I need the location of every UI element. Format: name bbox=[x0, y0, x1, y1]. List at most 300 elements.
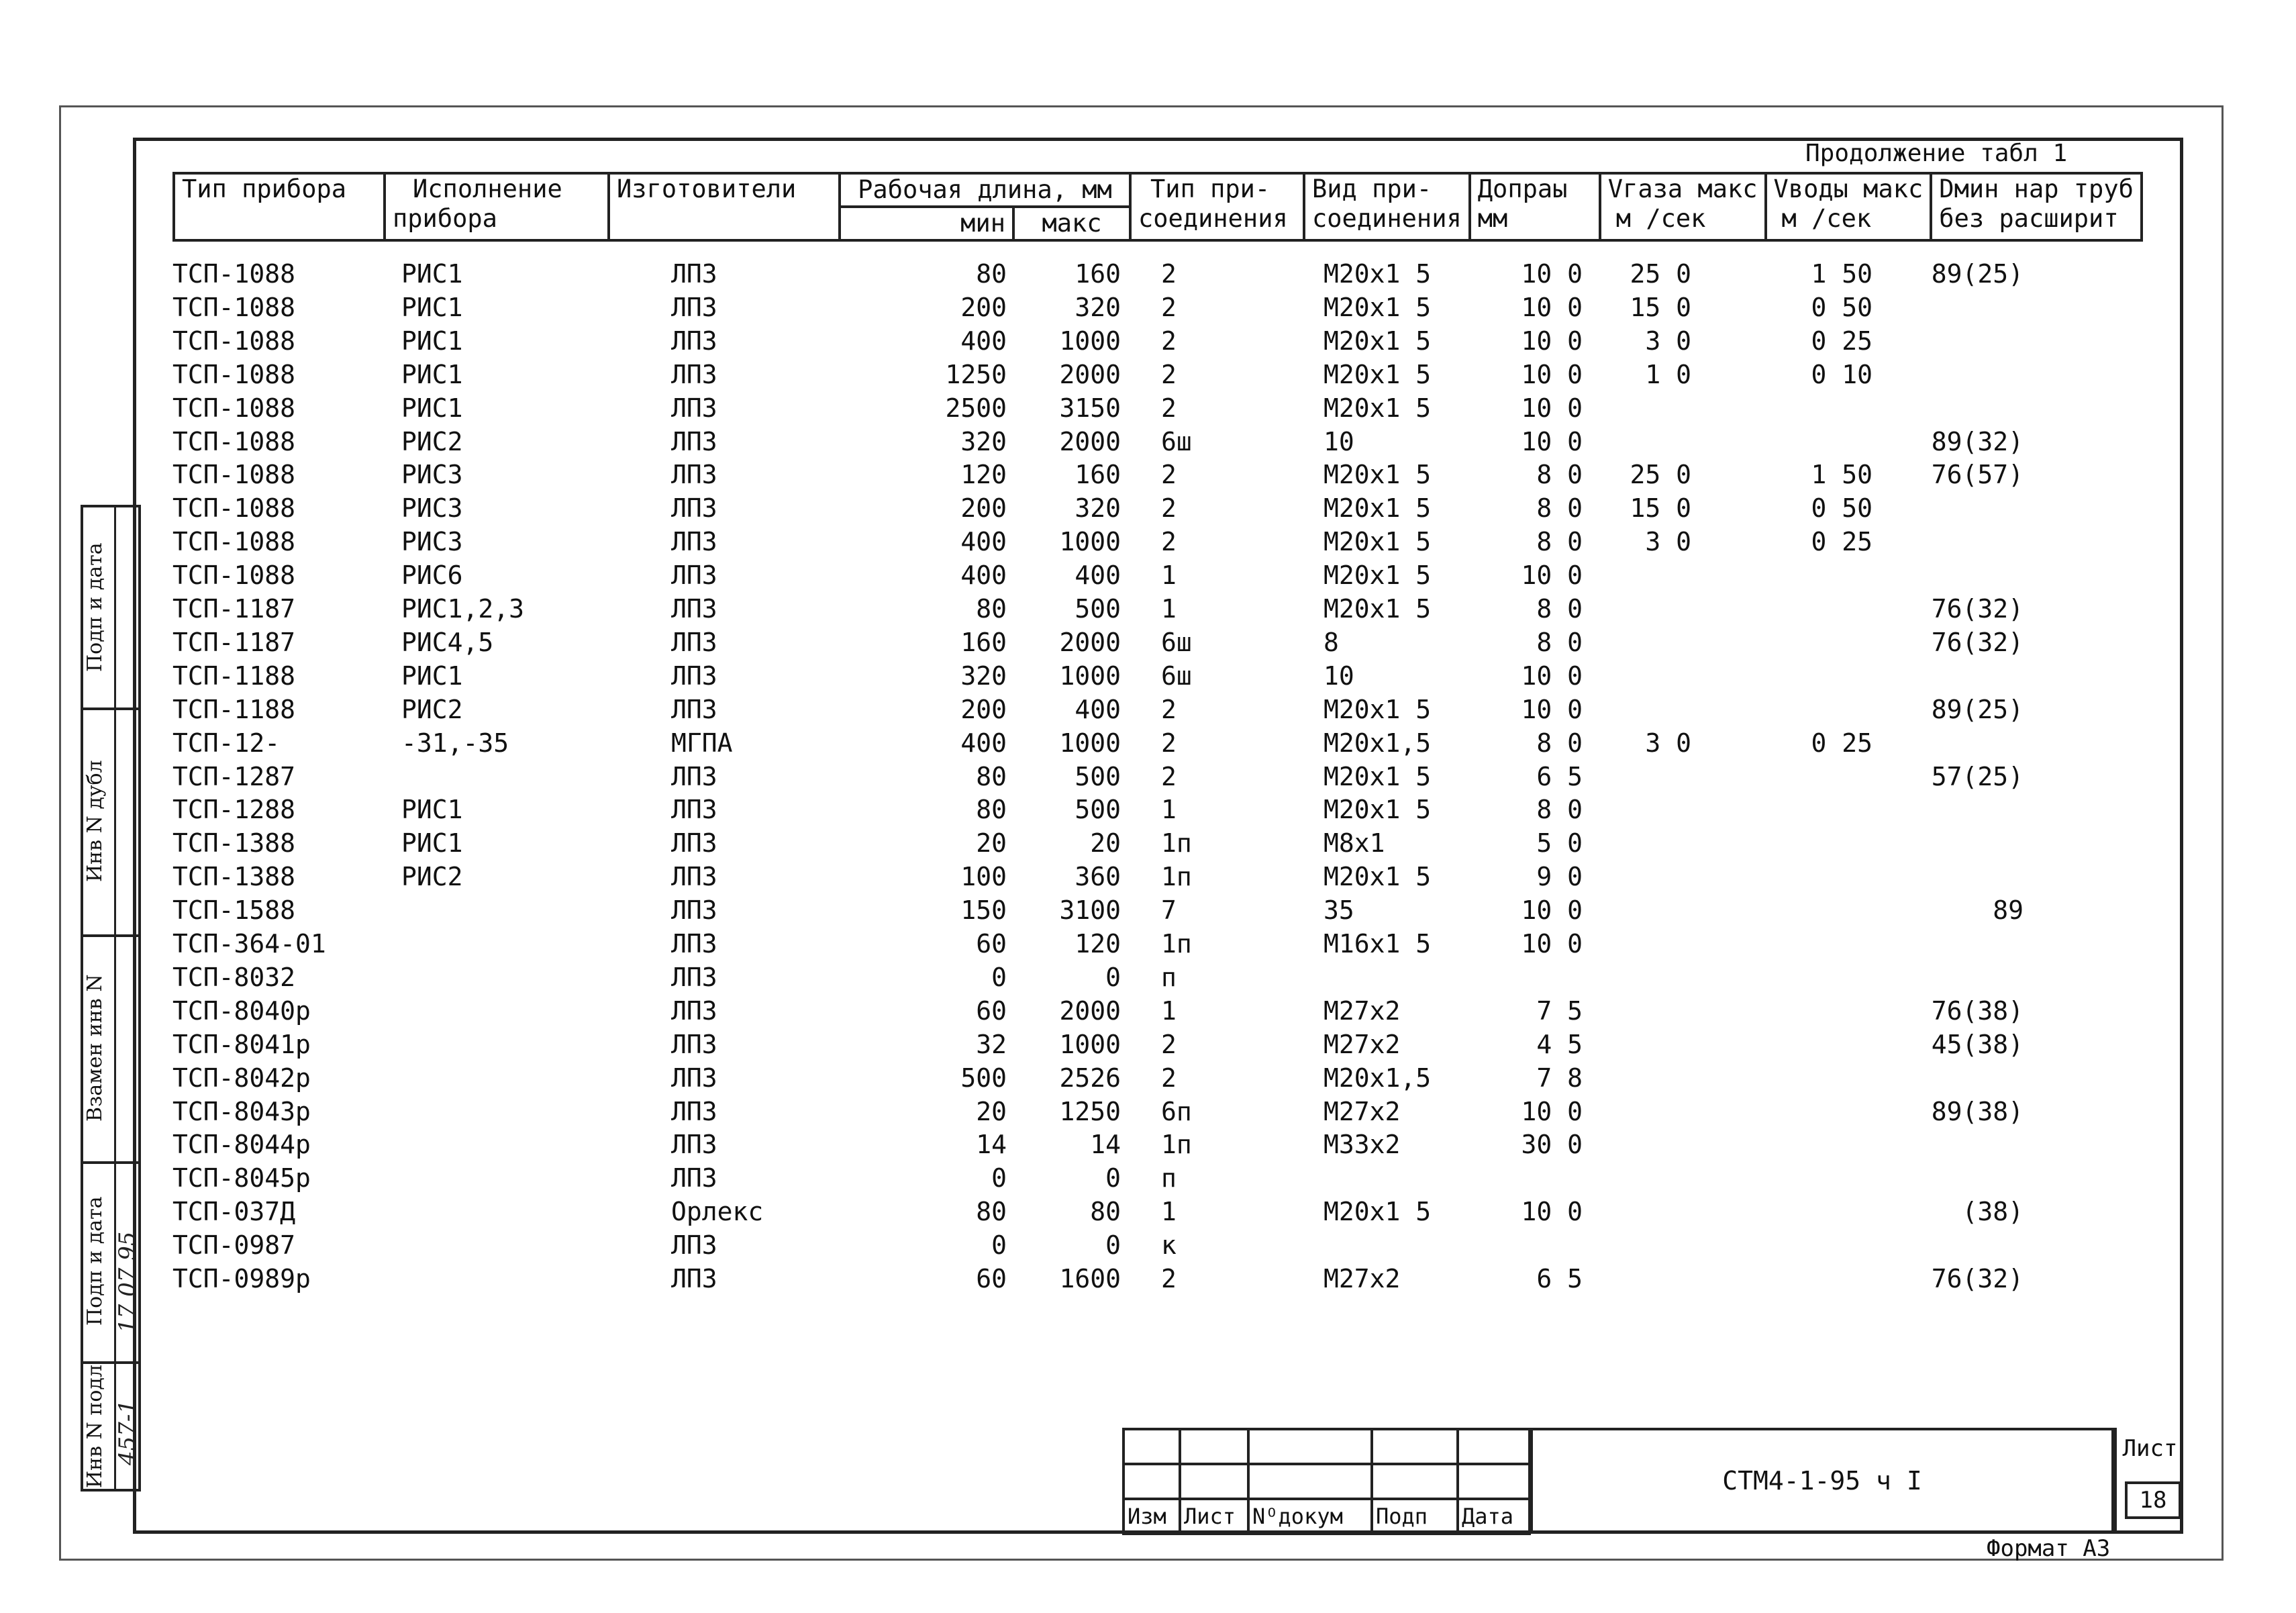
cell-type: ТСП-1287 bbox=[172, 761, 296, 791]
table-row bbox=[0, 324, 2215, 358]
cell-conn-kind: M33x2 bbox=[1324, 1130, 1401, 1160]
stamp-data-label: Дата bbox=[1458, 1499, 1530, 1534]
cell-conn-kind: M20x1,5 bbox=[1324, 1063, 1432, 1093]
cell-len-min: 320 bbox=[960, 661, 1007, 691]
cell-len-max: 2000 bbox=[1059, 995, 1121, 1026]
table-row bbox=[0, 626, 2215, 659]
col-maker-header: Изготовители bbox=[609, 173, 840, 240]
cell-conn-kind: M20x1 5 bbox=[1324, 292, 1432, 322]
cell-maker: ЛПЗ bbox=[671, 895, 717, 926]
table-row bbox=[0, 592, 2215, 626]
cell-len-max: 1000 bbox=[1059, 1029, 1121, 1059]
table-row bbox=[0, 693, 2215, 726]
cell-type: ТСП-8042р bbox=[172, 1063, 311, 1093]
cell-type: ТСП-1088 bbox=[172, 560, 296, 591]
cell-len-max: 3100 bbox=[1059, 895, 1121, 926]
cell-dmin: 89(25) bbox=[1931, 259, 2024, 289]
cell-len-max: 2526 bbox=[1059, 1063, 1121, 1093]
cell-len-min: 80 bbox=[976, 594, 1007, 624]
cell-len-min: 150 bbox=[960, 895, 1007, 926]
document-code: СТМ4-1-95 ч I bbox=[1530, 1428, 2114, 1534]
cell-vin: 0 50 bbox=[1811, 292, 1873, 322]
sheet-label: Лист bbox=[2122, 1435, 2178, 1462]
cell-maker: ЛПЗ bbox=[671, 1130, 717, 1160]
cell-conn-kind: M20x1 5 bbox=[1324, 493, 1432, 524]
cell-conn-kind: M20x1 5 bbox=[1324, 460, 1432, 490]
cell-dmin: 57(25) bbox=[1931, 761, 2024, 791]
table-row bbox=[0, 1228, 2215, 1262]
cell-vgas: 3 0 bbox=[1645, 326, 1691, 356]
cell-maker: ЛПЗ bbox=[671, 259, 717, 289]
cell-type: ТСП-8032 bbox=[172, 962, 296, 992]
cell-maker: ЛПЗ bbox=[671, 560, 717, 591]
cell-allow: 30 0 bbox=[1521, 1130, 1583, 1160]
side-sign-date2-label: Подп и дата bbox=[83, 1196, 107, 1326]
cell-maker: ЛПЗ bbox=[671, 326, 717, 356]
cell-type: ТСП-037Д bbox=[172, 1197, 296, 1227]
cell-len-max: 160 bbox=[1075, 460, 1121, 490]
cell-len-min: 20 bbox=[976, 828, 1007, 859]
cell-conn-type: 1 bbox=[1161, 795, 1177, 825]
cell-conn-type: 1 bbox=[1161, 1197, 1177, 1227]
cell-conn-type: 2 bbox=[1161, 694, 1177, 724]
cell-type: ТСП-1187 bbox=[172, 627, 296, 657]
cell-conn-type: 2 bbox=[1161, 1063, 1177, 1093]
cell-maker: ЛПЗ bbox=[671, 962, 717, 992]
cell-len-max: 0 bbox=[1105, 1230, 1121, 1261]
col-length-header: Рабочая длина, мм bbox=[840, 173, 1130, 207]
cell-conn-kind: M20x1 5 bbox=[1324, 527, 1432, 557]
cell-conn-kind: M20x1 5 bbox=[1324, 259, 1432, 289]
cell-variant: РИС1 bbox=[401, 393, 463, 423]
cell-variant: РИС1 bbox=[401, 359, 463, 389]
cell-len-min: 0 bbox=[991, 1230, 1007, 1261]
cell-type: ТСП-8045р bbox=[172, 1163, 311, 1193]
table-header bbox=[172, 172, 2143, 242]
cell-allow: 10 0 bbox=[1521, 426, 1583, 456]
cell-dmin: (38) bbox=[1962, 1197, 2024, 1227]
cell-maker: ЛПЗ bbox=[671, 862, 717, 892]
cell-len-max: 120 bbox=[1075, 929, 1121, 959]
cell-maker: ЛПЗ bbox=[671, 460, 717, 490]
cell-len-min: 32 bbox=[976, 1029, 1007, 1059]
cell-conn-type: 1 bbox=[1161, 560, 1177, 591]
table-row bbox=[0, 1262, 2215, 1296]
cell-conn-type: 2 bbox=[1161, 493, 1177, 524]
cell-allow: 8 0 bbox=[1536, 728, 1583, 758]
cell-variant: РИС1 bbox=[401, 292, 463, 322]
stamp-izm-label: Изм bbox=[1124, 1499, 1180, 1534]
table-row bbox=[0, 1161, 2215, 1195]
cell-type: ТСП-12- bbox=[172, 728, 281, 758]
cell-len-min: 200 bbox=[960, 493, 1007, 524]
table-row bbox=[0, 860, 2215, 893]
cell-dmin: 76(38) bbox=[1931, 995, 2024, 1026]
col-len-max-header: макс bbox=[1013, 207, 1130, 240]
cell-len-max: 320 bbox=[1075, 292, 1121, 322]
cell-len-min: 500 bbox=[960, 1063, 1007, 1093]
cell-len-min: 60 bbox=[976, 995, 1007, 1026]
cell-len-min: 1250 bbox=[945, 359, 1007, 389]
cell-len-min: 60 bbox=[976, 929, 1007, 959]
cell-conn-kind: M20x1 5 bbox=[1324, 393, 1432, 423]
cell-len-max: 2000 bbox=[1059, 627, 1121, 657]
stamp-ndoc-label: Nᴼдокум bbox=[1248, 1499, 1372, 1534]
sheet-number: 18 bbox=[2125, 1481, 2181, 1519]
table-row bbox=[0, 927, 2215, 961]
cell-conn-type: 2 bbox=[1161, 393, 1177, 423]
cell-maker: ЛПЗ bbox=[671, 1163, 717, 1193]
cell-dmin: 76(57) bbox=[1931, 460, 2024, 490]
cell-len-max: 0 bbox=[1105, 1163, 1121, 1193]
cell-allow: 10 0 bbox=[1521, 694, 1583, 724]
cell-type: ТСП-1088 bbox=[172, 460, 296, 490]
cell-conn-type: 6ш bbox=[1161, 426, 1192, 456]
cell-len-max: 500 bbox=[1075, 594, 1121, 624]
cell-conn-kind: M27x2 bbox=[1324, 1096, 1401, 1126]
cell-type: ТСП-1288 bbox=[172, 795, 296, 825]
cell-len-max: 400 bbox=[1075, 560, 1121, 591]
cell-allow: 4 5 bbox=[1536, 1029, 1583, 1059]
cell-variant: -31,-35 bbox=[401, 728, 509, 758]
table-row bbox=[0, 1061, 2215, 1095]
cell-type: ТСП-1088 bbox=[172, 393, 296, 423]
table-row bbox=[0, 893, 2215, 927]
cell-maker: ЛПЗ bbox=[671, 527, 717, 557]
col-allow-header: Допраы мм bbox=[1470, 173, 1600, 240]
cell-len-min: 60 bbox=[976, 1264, 1007, 1293]
cell-len-max: 3150 bbox=[1059, 393, 1121, 423]
cell-conn-type: к bbox=[1161, 1230, 1177, 1261]
cell-conn-type: 2 bbox=[1161, 728, 1177, 758]
cell-maker: ЛПЗ bbox=[671, 594, 717, 624]
cell-type: ТСП-364-01 bbox=[172, 929, 326, 959]
cell-allow: 8 0 bbox=[1536, 795, 1583, 825]
table-row bbox=[0, 1028, 2215, 1061]
side-stamp bbox=[81, 505, 141, 1492]
table-row bbox=[0, 826, 2215, 860]
cell-len-min: 200 bbox=[960, 694, 1007, 724]
cell-variant: РИС1,2,3 bbox=[401, 594, 525, 624]
cell-variant: РИС3 bbox=[401, 460, 463, 490]
cell-len-max: 80 bbox=[1090, 1197, 1121, 1227]
col-vgas-header: Vгаза макс м /сек bbox=[1600, 173, 1766, 240]
cell-variant: РИС6 bbox=[401, 560, 463, 591]
cell-type: ТСП-1188 bbox=[172, 661, 296, 691]
cell-len-max: 160 bbox=[1075, 259, 1121, 289]
col-dmin-header: Dмин нар труб без расширит bbox=[1931, 173, 2142, 240]
sheet-block bbox=[2114, 1428, 2183, 1534]
cell-dmin: 89(25) bbox=[1931, 694, 2024, 724]
cell-conn-type: 6ш bbox=[1161, 661, 1192, 691]
side-orig-inv-label: Инв N подл bbox=[83, 1365, 107, 1488]
cell-conn-kind: M20x1 5 bbox=[1324, 694, 1432, 724]
cell-allow: 10 0 bbox=[1521, 326, 1583, 356]
cell-len-max: 360 bbox=[1075, 862, 1121, 892]
cell-conn-type: 2 bbox=[1161, 1029, 1177, 1059]
cell-conn-type: 2 bbox=[1161, 359, 1177, 389]
cell-conn-kind: M27x2 bbox=[1324, 1264, 1401, 1293]
cell-variant: РИС1 bbox=[401, 661, 463, 691]
cell-conn-type: 2 bbox=[1161, 527, 1177, 557]
cell-vgas: 25 0 bbox=[1630, 460, 1691, 490]
cell-allow: 8 0 bbox=[1536, 493, 1583, 524]
cell-maker: ЛПЗ bbox=[671, 393, 717, 423]
table-row bbox=[0, 391, 2215, 425]
cell-len-max: 20 bbox=[1090, 828, 1121, 859]
cell-conn-kind: M20x1 5 bbox=[1324, 594, 1432, 624]
cell-dmin: 76(32) bbox=[1931, 594, 2024, 624]
cell-conn-kind: M20x1 5 bbox=[1324, 795, 1432, 825]
cell-conn-type: 2 bbox=[1161, 1264, 1177, 1293]
cell-type: ТСП-1388 bbox=[172, 828, 296, 859]
table-row bbox=[0, 425, 2215, 458]
cell-variant: РИС1 bbox=[401, 828, 463, 859]
cell-conn-kind: M20x1,5 bbox=[1324, 728, 1432, 758]
cell-maker: ЛПЗ bbox=[671, 292, 717, 322]
cell-len-min: 14 bbox=[976, 1130, 1007, 1160]
cell-conn-type: 1п bbox=[1161, 1130, 1192, 1160]
table-row bbox=[0, 491, 2215, 525]
cell-dmin: 76(32) bbox=[1931, 1264, 2024, 1293]
cell-len-max: 320 bbox=[1075, 493, 1121, 524]
cell-len-max: 2000 bbox=[1059, 359, 1121, 389]
cell-allow: 8 0 bbox=[1536, 527, 1583, 557]
cell-conn-kind: 8 bbox=[1324, 627, 1339, 657]
table-row bbox=[0, 659, 2215, 693]
cell-vgas: 3 0 bbox=[1645, 728, 1691, 758]
cell-allow: 10 0 bbox=[1521, 895, 1583, 926]
cell-vgas: 15 0 bbox=[1630, 493, 1691, 524]
cell-type: ТСП-8044р bbox=[172, 1130, 311, 1160]
cell-conn-kind: 10 bbox=[1324, 426, 1354, 456]
cell-conn-kind: 35 bbox=[1324, 895, 1354, 926]
cell-maker: ЛПЗ bbox=[671, 359, 717, 389]
cell-len-min: 100 bbox=[960, 862, 1007, 892]
table-row bbox=[0, 358, 2215, 391]
cell-conn-type: 6ш bbox=[1161, 627, 1192, 657]
cell-maker: ЛПЗ bbox=[671, 828, 717, 859]
cell-len-min: 0 bbox=[991, 962, 1007, 992]
table-row bbox=[0, 458, 2215, 491]
cell-allow: 5 0 bbox=[1536, 828, 1583, 859]
table-row bbox=[0, 1128, 2215, 1161]
table-row bbox=[0, 291, 2215, 324]
cell-len-max: 0 bbox=[1105, 962, 1121, 992]
cell-len-min: 2500 bbox=[945, 393, 1007, 423]
cell-dmin: 89(32) bbox=[1931, 426, 2024, 456]
cell-allow: 6 5 bbox=[1536, 1264, 1583, 1293]
cell-type: ТСП-1088 bbox=[172, 259, 296, 289]
cell-vin: 0 25 bbox=[1811, 728, 1873, 758]
cell-type: ТСП-0989р bbox=[172, 1264, 311, 1293]
cell-len-max: 1000 bbox=[1059, 527, 1121, 557]
cell-len-max: 1000 bbox=[1059, 661, 1121, 691]
cell-conn-kind: M20x1 5 bbox=[1324, 560, 1432, 591]
cell-maker: ЛПЗ bbox=[671, 1063, 717, 1093]
cell-variant: РИС2 bbox=[401, 862, 463, 892]
cell-len-max: 500 bbox=[1075, 761, 1121, 791]
cell-len-min: 80 bbox=[976, 761, 1007, 791]
table-row bbox=[0, 1095, 2215, 1128]
cell-conn-type: п bbox=[1161, 1163, 1177, 1193]
cell-maker: ЛПЗ bbox=[671, 627, 717, 657]
cell-vgas: 15 0 bbox=[1630, 292, 1691, 322]
cell-allow: 9 0 bbox=[1536, 862, 1583, 892]
cell-variant: РИС2 bbox=[401, 694, 463, 724]
cell-vin: 1 50 bbox=[1811, 460, 1873, 490]
table-row bbox=[0, 257, 2215, 291]
cell-len-max: 1000 bbox=[1059, 728, 1121, 758]
cell-conn-type: 1п bbox=[1161, 929, 1192, 959]
cell-len-min: 80 bbox=[976, 795, 1007, 825]
col-conn-kind-header: Вид при- соединения bbox=[1304, 173, 1470, 240]
cell-allow: 10 0 bbox=[1521, 929, 1583, 959]
cell-maker: ЛПЗ bbox=[671, 426, 717, 456]
col-vin-header: Vводы макс м /сек bbox=[1766, 173, 1932, 240]
cell-maker: МГПА bbox=[671, 728, 733, 758]
cell-conn-kind: M27x2 bbox=[1324, 1029, 1401, 1059]
cell-conn-kind: M20x1 5 bbox=[1324, 761, 1432, 791]
cell-type: ТСП-1187 bbox=[172, 594, 296, 624]
cell-conn-type: 1п bbox=[1161, 828, 1192, 859]
cell-type: ТСП-1188 bbox=[172, 694, 296, 724]
cell-allow: 10 0 bbox=[1521, 393, 1583, 423]
cell-variant: РИС1 bbox=[401, 795, 463, 825]
cell-type: ТСП-1088 bbox=[172, 359, 296, 389]
cell-maker: ЛПЗ bbox=[671, 795, 717, 825]
cell-len-min: 0 bbox=[991, 1163, 1007, 1193]
cell-allow: 8 0 bbox=[1536, 460, 1583, 490]
cell-conn-kind: M20x1 5 bbox=[1324, 359, 1432, 389]
paper-format: Формат А3 bbox=[1987, 1535, 2111, 1562]
table-row bbox=[0, 760, 2215, 793]
table-row bbox=[0, 793, 2215, 826]
table-row bbox=[0, 994, 2215, 1028]
cell-len-min: 20 bbox=[976, 1096, 1007, 1126]
cell-type: ТСП-8043р bbox=[172, 1096, 311, 1126]
cell-allow: 10 0 bbox=[1521, 259, 1583, 289]
cell-len-max: 500 bbox=[1075, 795, 1121, 825]
cell-allow: 10 0 bbox=[1521, 661, 1583, 691]
cell-conn-type: 1п bbox=[1161, 862, 1192, 892]
cell-conn-kind: M20x1 5 bbox=[1324, 1197, 1432, 1227]
cell-vin: 0 10 bbox=[1811, 359, 1873, 389]
cell-maker: ЛПЗ bbox=[671, 995, 717, 1026]
cell-variant: РИС2 bbox=[401, 426, 463, 456]
cell-type: ТСП-1088 bbox=[172, 326, 296, 356]
side-handwritten-date: 17 07 95 bbox=[114, 1231, 141, 1333]
cell-conn-type: 2 bbox=[1161, 292, 1177, 322]
cell-allow: 10 0 bbox=[1521, 560, 1583, 591]
cell-conn-type: 2 bbox=[1161, 761, 1177, 791]
cell-conn-kind: M16x1 5 bbox=[1324, 929, 1432, 959]
cell-conn-kind: M8x1 bbox=[1324, 828, 1385, 859]
side-replace-inv-label: Взамен инв N bbox=[83, 974, 107, 1122]
cell-conn-type: 6п bbox=[1161, 1096, 1192, 1126]
table-row bbox=[0, 726, 2215, 760]
cell-len-min: 120 bbox=[960, 460, 1007, 490]
cell-type: ТСП-1088 bbox=[172, 426, 296, 456]
side-sign-date-label: Подп и дата bbox=[83, 542, 107, 673]
cell-allow: 10 0 bbox=[1521, 359, 1583, 389]
cell-dmin: 89(38) bbox=[1931, 1096, 2024, 1126]
cell-conn-kind: M20x1 5 bbox=[1324, 862, 1432, 892]
cell-len-min: 160 bbox=[960, 627, 1007, 657]
table-row bbox=[0, 558, 2215, 592]
cell-maker: ЛПЗ bbox=[671, 1029, 717, 1059]
cell-len-max: 1600 bbox=[1059, 1264, 1121, 1293]
cell-variant: РИС4,5 bbox=[401, 627, 494, 657]
cell-allow: 10 0 bbox=[1521, 1197, 1583, 1227]
title-block-stamp bbox=[1122, 1428, 1531, 1535]
cell-type: ТСП-1088 bbox=[172, 493, 296, 524]
side-handwritten-inv: 457-1 bbox=[114, 1400, 141, 1466]
cell-allow: 10 0 bbox=[1521, 1096, 1583, 1126]
cell-conn-type: 2 bbox=[1161, 326, 1177, 356]
cell-len-max: 1250 bbox=[1059, 1096, 1121, 1126]
cell-dmin: 45(38) bbox=[1931, 1029, 2024, 1059]
cell-variant: РИС3 bbox=[401, 493, 463, 524]
cell-conn-type: 7 bbox=[1161, 895, 1177, 926]
cell-len-min: 320 bbox=[960, 426, 1007, 456]
cell-maker: ЛПЗ bbox=[671, 761, 717, 791]
cell-type: ТСП-0987 bbox=[172, 1230, 296, 1261]
cell-type: ТСП-1088 bbox=[172, 292, 296, 322]
cell-len-max: 2000 bbox=[1059, 426, 1121, 456]
cell-maker: ЛПЗ bbox=[671, 1264, 717, 1293]
cell-dmin: 76(32) bbox=[1931, 627, 2024, 657]
cell-maker: ЛПЗ bbox=[671, 1230, 717, 1261]
cell-maker: ЛПЗ bbox=[671, 694, 717, 724]
cell-vgas: 1 0 bbox=[1645, 359, 1691, 389]
col-conn-type-header: Тип при- соединения bbox=[1130, 173, 1304, 240]
cell-conn-type: 2 bbox=[1161, 460, 1177, 490]
side-dup-inv-label: Инв N дубл bbox=[83, 760, 107, 882]
cell-len-min: 400 bbox=[960, 527, 1007, 557]
cell-allow: 8 0 bbox=[1536, 627, 1583, 657]
cell-len-min: 200 bbox=[960, 292, 1007, 322]
cell-maker: Орлекс bbox=[671, 1197, 764, 1227]
cell-conn-kind: M27x2 bbox=[1324, 995, 1401, 1026]
stamp-podp-label: Подп bbox=[1372, 1499, 1458, 1534]
cell-variant: РИС1 bbox=[401, 259, 463, 289]
cell-type: ТСП-1388 bbox=[172, 862, 296, 892]
cell-variant: РИС3 bbox=[401, 527, 463, 557]
cell-maker: ЛПЗ bbox=[671, 929, 717, 959]
cell-conn-kind: 10 bbox=[1324, 661, 1354, 691]
cell-variant: РИС1 bbox=[401, 326, 463, 356]
cell-maker: ЛПЗ bbox=[671, 661, 717, 691]
cell-vgas: 3 0 bbox=[1645, 527, 1691, 557]
cell-allow: 7 8 bbox=[1536, 1063, 1583, 1093]
cell-allow: 6 5 bbox=[1536, 761, 1583, 791]
col-variant-header: Исполнение прибора bbox=[385, 173, 609, 240]
cell-conn-type: 1 bbox=[1161, 995, 1177, 1026]
cell-allow: 7 5 bbox=[1536, 995, 1583, 1026]
cell-vgas: 25 0 bbox=[1630, 259, 1691, 289]
cell-conn-kind: M20x1 5 bbox=[1324, 326, 1432, 356]
cell-len-min: 80 bbox=[976, 259, 1007, 289]
col-type-header: Тип прибора bbox=[174, 173, 385, 240]
cell-maker: ЛПЗ bbox=[671, 493, 717, 524]
stamp-list-label: Лист bbox=[1180, 1499, 1248, 1534]
cell-maker: ЛПЗ bbox=[671, 1096, 717, 1126]
cell-conn-type: 2 bbox=[1161, 259, 1177, 289]
cell-len-max: 400 bbox=[1075, 694, 1121, 724]
cell-conn-type: 1 bbox=[1161, 594, 1177, 624]
cell-len-max: 1000 bbox=[1059, 326, 1121, 356]
